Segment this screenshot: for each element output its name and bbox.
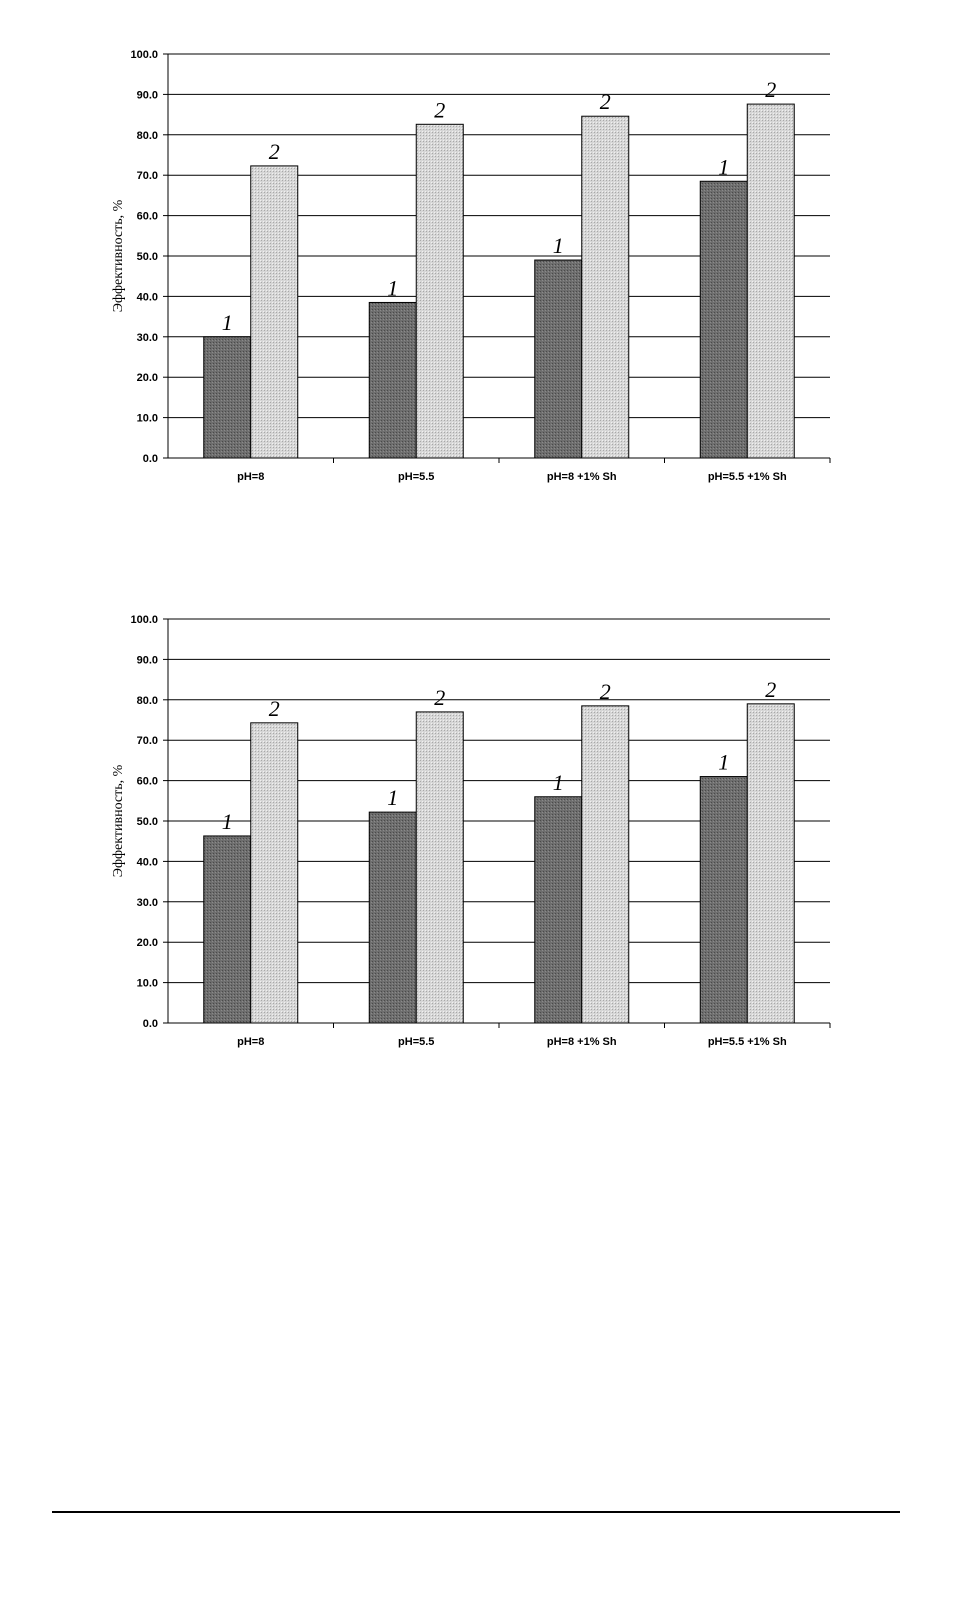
x-category-label: pH=5.5 — [398, 471, 435, 483]
bar-series-2 — [747, 104, 794, 458]
series-2-tag: 2 — [599, 678, 611, 704]
bar-series-2 — [251, 723, 298, 1023]
bar-series-2 — [251, 166, 298, 458]
series-2-tag: 2 — [434, 97, 446, 123]
bar-series-1 — [369, 812, 416, 1023]
bar-series-2 — [416, 124, 463, 458]
y-tick-label: 20.0 — [136, 372, 158, 385]
y-tick-label: 30.0 — [136, 896, 158, 909]
series-1-tag: 1 — [718, 749, 730, 775]
series-2-tag: 2 — [765, 77, 777, 103]
x-category-label: pH=5.5 — [398, 1036, 435, 1048]
bar-series-2 — [582, 116, 629, 458]
y-axis-label: Эффективность, % — [111, 764, 126, 878]
y-tick-label: 0.0 — [142, 1018, 158, 1030]
x-category-label: pH=5.5 +1% Sh — [707, 471, 787, 483]
y-tick-label: 20.0 — [136, 937, 158, 950]
bar-series-2 — [416, 712, 463, 1023]
x-category-label: pH=8 +1% Sh — [546, 1036, 617, 1048]
footer-rule — [52, 1511, 900, 1513]
bar-series-1 — [535, 260, 582, 458]
series-1-tag: 1 — [387, 785, 399, 811]
efficiency-chart-top — [0, 30, 956, 550]
y-tick-label: 60.0 — [136, 775, 158, 788]
y-tick-label: 50.0 — [136, 251, 158, 263]
series-1-tag: 1 — [718, 154, 730, 180]
y-tick-label: 40.0 — [136, 291, 158, 304]
series-2-tag: 2 — [434, 684, 446, 710]
y-tick-label: 10.0 — [136, 412, 158, 425]
x-category-label: pH=8 — [237, 471, 265, 483]
series-1-tag: 1 — [552, 769, 564, 795]
series-2-tag: 2 — [268, 695, 280, 721]
y-tick-label: 70.0 — [136, 170, 158, 183]
bar-series-2 — [582, 706, 629, 1023]
bar-series-1 — [535, 797, 582, 1023]
series-2-tag: 2 — [268, 138, 280, 164]
y-tick-label: 90.0 — [136, 89, 158, 102]
y-tick-label: 100.0 — [130, 614, 158, 626]
y-tick-label: 100.0 — [130, 49, 158, 61]
x-category-label: pH=5.5 +1% Sh — [707, 1036, 787, 1048]
x-category-label: pH=8 +1% Sh — [546, 471, 617, 483]
y-tick-label: 80.0 — [136, 694, 158, 707]
bar-series-1 — [700, 777, 747, 1023]
y-tick-label: 70.0 — [136, 735, 158, 748]
efficiency-chart-bottom — [0, 595, 956, 1115]
series-1-tag: 1 — [387, 275, 399, 301]
bar-series-2 — [747, 704, 794, 1023]
bar-series-1 — [369, 302, 416, 458]
y-tick-label: 90.0 — [136, 654, 158, 667]
y-tick-label: 30.0 — [136, 331, 158, 344]
series-2-tag: 2 — [765, 676, 777, 702]
y-tick-label: 0.0 — [142, 453, 158, 465]
bar-series-1 — [204, 836, 251, 1023]
bar-series-1 — [204, 337, 251, 458]
series-1-tag: 1 — [221, 808, 233, 834]
series-2-tag: 2 — [599, 89, 611, 115]
bar-series-1 — [700, 181, 747, 458]
y-tick-label: 10.0 — [136, 977, 158, 990]
x-category-label: pH=8 — [237, 1036, 265, 1048]
y-tick-label: 40.0 — [136, 856, 158, 869]
y-tick-label: 60.0 — [136, 210, 158, 223]
series-1-tag: 1 — [221, 309, 233, 335]
y-tick-label: 50.0 — [136, 816, 158, 828]
y-tick-label: 80.0 — [136, 129, 158, 142]
series-1-tag: 1 — [552, 233, 564, 259]
y-axis-label: Эффективность, % — [111, 199, 126, 313]
